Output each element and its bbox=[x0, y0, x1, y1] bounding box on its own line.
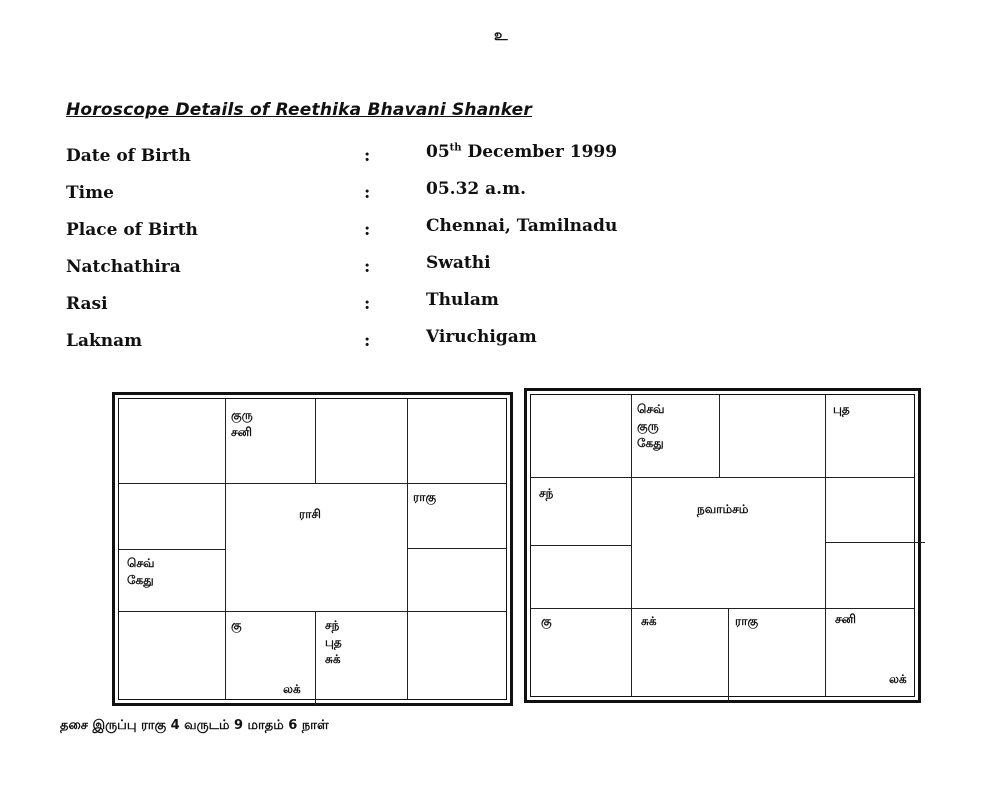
grid-line bbox=[728, 608, 729, 702]
detail-value: Chennai, Tamilnadu bbox=[426, 216, 618, 236]
rasi-cell-bottom-2: கு bbox=[231, 618, 242, 632]
navamsa-cell-left-1: சந் bbox=[539, 486, 554, 500]
rasi-cell-bottom-3: சந் புத சுக் bbox=[325, 618, 342, 666]
navamsa-center-label: நவாம்சம் bbox=[697, 502, 749, 516]
grid-line bbox=[315, 611, 316, 705]
grid-line bbox=[825, 542, 925, 543]
rasi-chart-grid bbox=[118, 398, 507, 700]
detail-separator: : bbox=[364, 146, 371, 166]
rasi-center-box bbox=[226, 484, 407, 611]
grid-line bbox=[407, 399, 408, 699]
detail-label: Rasi bbox=[66, 294, 108, 314]
dasa-balance-note: தசை இருப்பு ராகு 4 வருடம் 9 மாதம் 6 நாள் bbox=[60, 718, 329, 733]
grid-line bbox=[531, 545, 631, 546]
detail-value: 05.32 a.m. bbox=[426, 179, 526, 199]
grid-line bbox=[119, 549, 225, 550]
document-title: Horoscope Details of Reethika Bhavani Shanker bbox=[66, 100, 532, 120]
rasi-chart bbox=[112, 392, 513, 706]
rasi-cell-left-2: செவ் கேது bbox=[127, 556, 155, 587]
detail-label: Place of Birth bbox=[66, 220, 198, 240]
detail-value: Viruchigam bbox=[426, 327, 537, 347]
navamsa-cell-top-4: புத bbox=[833, 402, 850, 416]
grid-line bbox=[719, 395, 720, 477]
navamsa-cell-bottom-1: கு bbox=[541, 614, 552, 628]
rasi-cell-right-1: ராகு bbox=[413, 490, 437, 504]
grid-line bbox=[315, 399, 316, 483]
detail-row-rasi bbox=[66, 288, 686, 325]
navamsa-cell-bottom-4: சனி bbox=[835, 612, 856, 626]
navamsa-cell-bottom-4-corner: லக் bbox=[889, 672, 907, 686]
birth-details-table bbox=[66, 140, 686, 362]
detail-label: Laknam bbox=[66, 331, 143, 351]
navamsa-center-box bbox=[632, 478, 825, 608]
navamsa-cell-bottom-3: ராகு bbox=[735, 614, 759, 628]
rasi-center-label: ராசி bbox=[299, 507, 321, 521]
detail-row-natchathira bbox=[66, 251, 686, 288]
rasi-cell-bottom-2-corner: லக் bbox=[283, 682, 301, 696]
detail-row-time bbox=[66, 177, 686, 214]
grid-line bbox=[407, 548, 507, 549]
detail-value: Swathi bbox=[426, 253, 491, 273]
navamsa-chart bbox=[524, 388, 921, 703]
detail-separator: : bbox=[364, 220, 371, 240]
detail-row-laknam bbox=[66, 325, 686, 362]
detail-separator: : bbox=[364, 294, 371, 314]
detail-label: Time bbox=[66, 183, 114, 203]
grid-line bbox=[119, 611, 506, 612]
detail-value: Thulam bbox=[426, 290, 499, 310]
detail-row-place-of-birth bbox=[66, 214, 686, 251]
detail-value: 05th December 1999 bbox=[426, 142, 618, 162]
detail-label: Natchathira bbox=[66, 257, 181, 277]
navamsa-chart-grid bbox=[530, 394, 915, 697]
detail-separator: : bbox=[364, 183, 371, 203]
grid-line bbox=[531, 608, 914, 609]
detail-label: Date of Birth bbox=[66, 146, 191, 166]
rasi-cell-top-2: குரு சனி bbox=[231, 408, 253, 439]
grid-line bbox=[825, 395, 826, 696]
detail-separator: : bbox=[364, 257, 371, 277]
navamsa-cell-bottom-2: சுக் bbox=[641, 614, 657, 628]
detail-row-date-of-birth bbox=[66, 140, 686, 177]
navamsa-cell-top-2: செவ் குரு கேது bbox=[637, 402, 665, 450]
detail-separator: : bbox=[364, 331, 371, 351]
pillaiyar-suzhi-mark: உ bbox=[494, 26, 508, 44]
